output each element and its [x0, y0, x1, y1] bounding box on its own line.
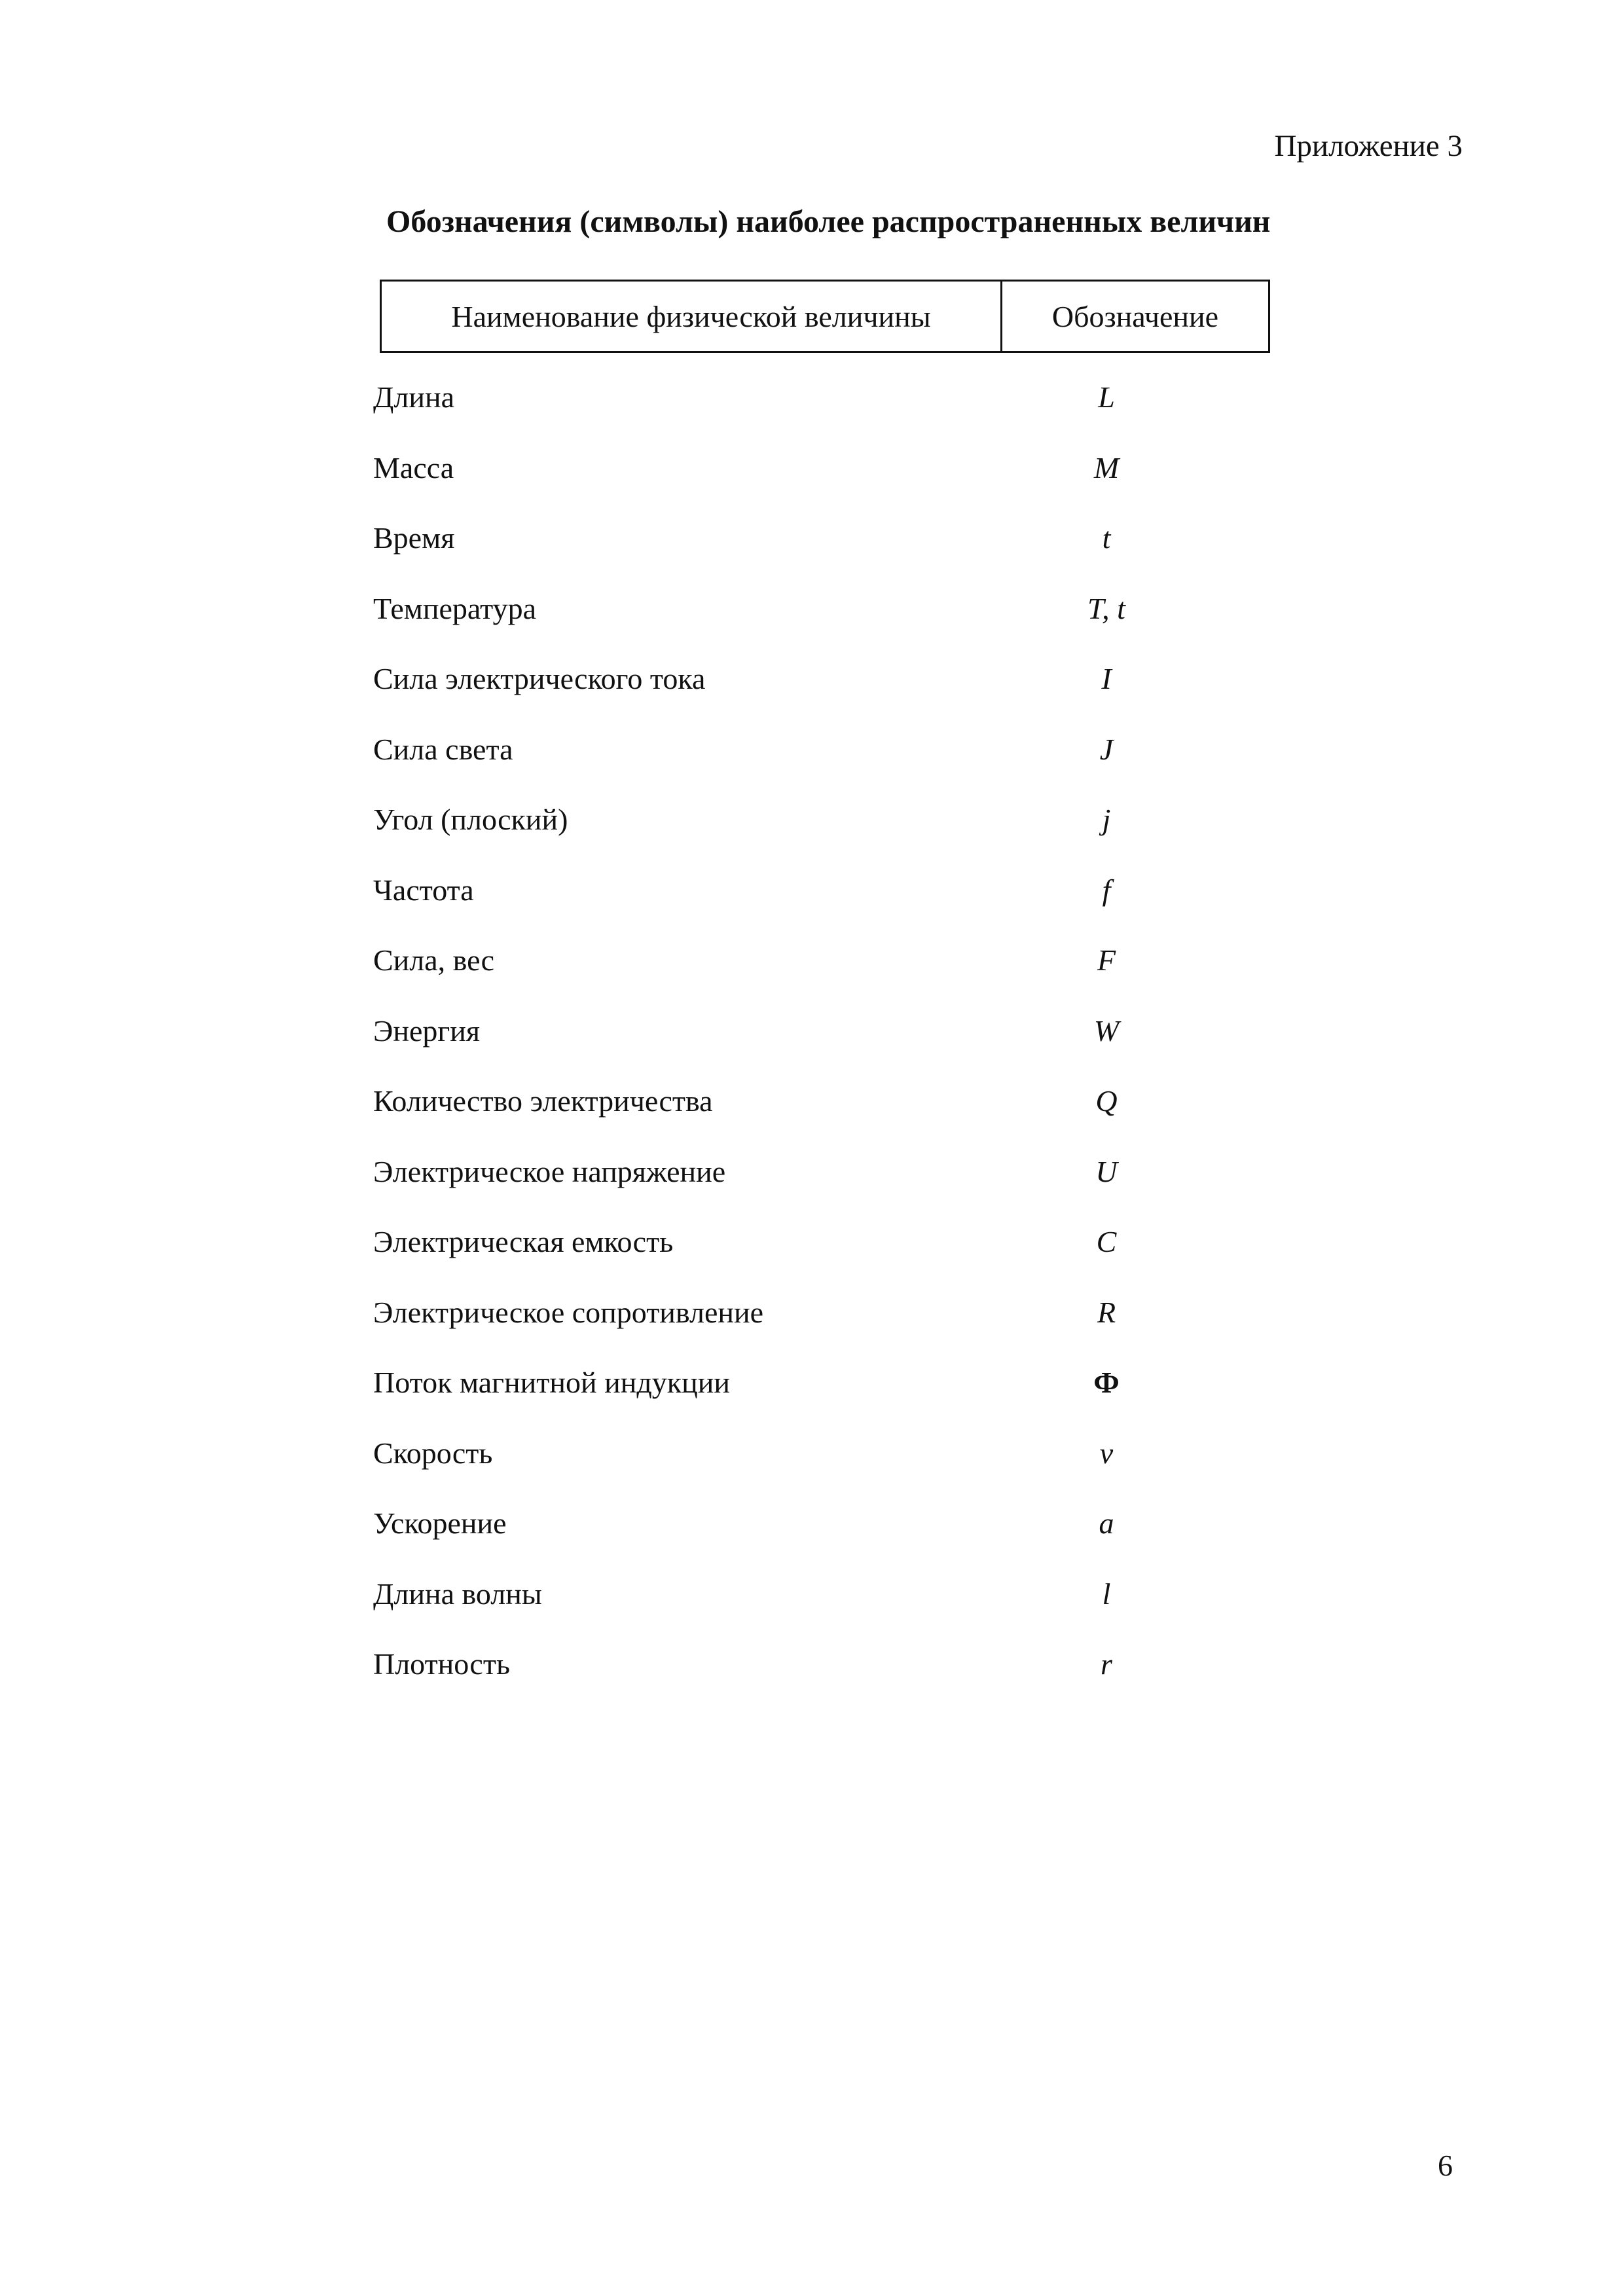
- quantity-symbol: t: [1102, 521, 1111, 555]
- quantity-symbol: M: [1093, 450, 1120, 484]
- quantity-name: Сила электрического тока: [373, 662, 706, 696]
- quantity-symbol: f: [1102, 873, 1111, 907]
- column-header-name: Наименование физической величины: [382, 282, 1002, 351]
- table-row: [373, 1347, 1290, 1418]
- quantity-symbol: a: [1099, 1506, 1114, 1540]
- quantity-symbol: R: [1097, 1295, 1116, 1329]
- quantity-name: Температура: [373, 591, 537, 625]
- quantity-symbol: j: [1102, 803, 1111, 837]
- table-row: [373, 503, 1290, 574]
- quantity-name: Масса: [373, 450, 454, 484]
- table-row: [373, 433, 1290, 503]
- table-row: [373, 1559, 1290, 1630]
- quantity-list: [373, 362, 1290, 1700]
- appendix-label: Приложение 3: [1274, 129, 1463, 163]
- quantity-symbol: v: [1099, 1436, 1114, 1470]
- table-row: [373, 644, 1290, 714]
- table-row: [373, 1629, 1290, 1700]
- quantity-name: Угол (плоский): [373, 803, 568, 837]
- table-row: [373, 1277, 1290, 1348]
- table-row: [373, 714, 1290, 785]
- table-row: [373, 1418, 1290, 1489]
- quantity-symbol: Q: [1095, 1084, 1118, 1118]
- table-row: [373, 1207, 1290, 1277]
- quantity-symbol: C: [1096, 1225, 1117, 1259]
- quantity-symbol: J: [1099, 732, 1114, 766]
- quantity-name: Длина волны: [373, 1576, 542, 1611]
- quantity-name: Сила света: [373, 732, 513, 766]
- table-row: [373, 1066, 1290, 1137]
- quantity-symbol: Ф: [1093, 1366, 1120, 1400]
- table-row: [373, 362, 1290, 433]
- quantity-name: Электрическое напряжение: [373, 1154, 726, 1188]
- quantity-name: Плотность: [373, 1647, 510, 1681]
- quantity-name: Частота: [373, 873, 474, 907]
- table-row: [373, 996, 1290, 1066]
- table-row: [373, 925, 1290, 996]
- quantity-name: Время: [373, 521, 455, 555]
- quantity-symbol: W: [1093, 1013, 1120, 1048]
- table-header: [380, 280, 1270, 353]
- quantity-name: Электрическое сопротивление: [373, 1295, 764, 1329]
- quantity-name: Ускорение: [373, 1506, 507, 1540]
- quantity-symbol: L: [1098, 380, 1115, 414]
- page-title: Обозначения (символы) наиболее распространенных величин: [386, 204, 1271, 239]
- quantity-name: Сила, вес: [373, 943, 495, 977]
- quantity-name: Энергия: [373, 1013, 481, 1048]
- quantity-symbol: r: [1101, 1647, 1112, 1681]
- quantity-symbol: F: [1097, 943, 1116, 977]
- quantity-symbol: I: [1101, 662, 1112, 696]
- page-number: 6: [1438, 2149, 1453, 2182]
- quantity-symbol: U: [1095, 1154, 1118, 1188]
- table-row: [373, 1488, 1290, 1559]
- quantity-name: Количество электричества: [373, 1084, 713, 1118]
- quantity-name: Поток магнитной индукции: [373, 1366, 730, 1400]
- table-row: [373, 855, 1290, 926]
- quantity-symbol: T, t: [1087, 591, 1125, 625]
- quantity-name: Электрическая емкость: [373, 1225, 674, 1259]
- table-row: [373, 1137, 1290, 1207]
- quantity-symbol: l: [1102, 1576, 1111, 1611]
- quantity-name: Длина: [373, 380, 454, 414]
- table-row: [373, 784, 1290, 855]
- quantity-name: Скорость: [373, 1436, 493, 1470]
- table-row: [373, 574, 1290, 644]
- column-header-symbol: Обозначение: [1051, 299, 1219, 333]
